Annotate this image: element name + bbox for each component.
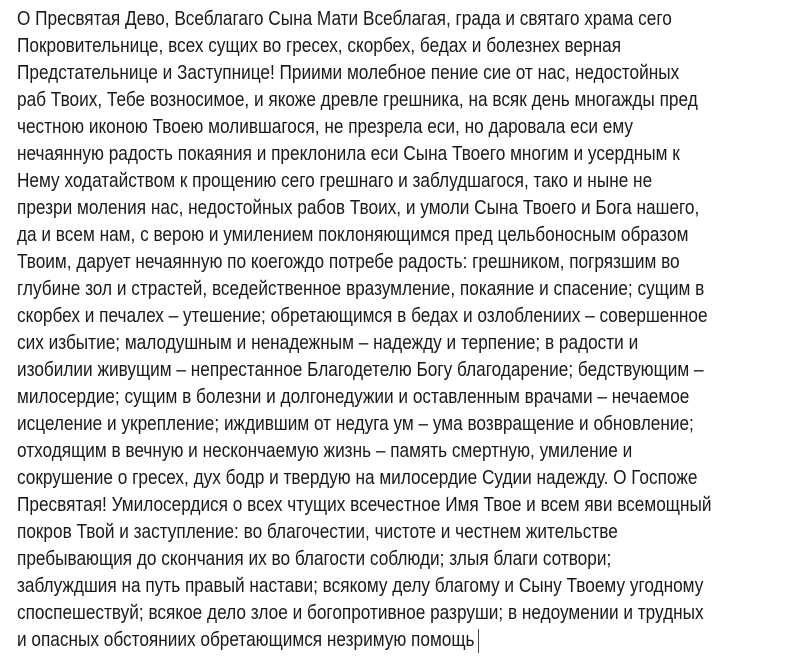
- text-line-content: заблуждшия на путь правый настави; всякому делу благому и Сыну Твоему угодному: [17, 574, 704, 597]
- text-line: [17, 248, 711, 275]
- text-line: [17, 464, 711, 491]
- text-line-content: Предстательнице и Заступнице! Приими молебное пение сие от нас, недостойных: [17, 61, 680, 84]
- text-line-content: презри моления нас, недостойных рабов Твоих, и умоли Сына Твоего и Бога нашего,: [17, 196, 700, 219]
- text-line-content: скорбех и печалех – утешение; обретающимся в бедах и озлоблениих – совершенное: [17, 304, 708, 327]
- text-line-content: покров Твой и заступление: во благочестии, чистоте и честнем жительстве: [17, 520, 618, 543]
- text-line: [17, 32, 711, 59]
- text-line: [17, 86, 711, 113]
- text-line: [17, 275, 711, 302]
- text-line-content: Пресвятая! Умилосердися о всех чтущих всечестное Имя Твое и всем яви всемощный: [17, 493, 712, 516]
- text-line-content: глубине зол и страстей, вседейственное вразумление, покаяние и спасение; сущим в: [17, 277, 705, 300]
- text-line: [17, 383, 711, 410]
- text-line: [17, 356, 711, 383]
- text-line-content: да и всем нам, с верою и умилением поклоняющимся пред цельбоносным образом: [17, 223, 689, 246]
- text-line-content: милосердие; сущим в болезни и долгонедужии и оставленным врачами – нечаемое: [17, 385, 690, 408]
- text-line-content: споспешествуй; всякое дело злое и богопротивное разруши; в недоумении и трудных: [17, 601, 704, 624]
- text-line: [17, 113, 711, 140]
- text-line: [17, 599, 711, 626]
- document-body[interactable]: [17, 5, 810, 653]
- text-line-content: сокрушение о гресех, дух бодр и твердую на милосердие Судии надежду. О Госпоже: [17, 466, 698, 489]
- text-line: [17, 140, 711, 167]
- text-line-content: честною иконою Твоею молившагося, не презрела еси, но даровала еси ему: [17, 115, 633, 138]
- text-line-content: Нему ходатайством к прощению сего грешнаго и заблудшагося, тако и ныне не: [17, 169, 653, 192]
- text-line: [17, 59, 711, 86]
- text-line-content: Твоим, дарует нечаянную по коегождо потребе радость: грешником, погрязшим во: [17, 250, 680, 273]
- text-line-content: О Пресвятая Дево, Всеблагаго Сына Мати Всеблагая, града и святаго храма сего: [17, 7, 672, 30]
- text-line-content: отходящим в вечную и нескончаемую жизнь – память смертную, умиление и: [17, 439, 633, 462]
- text-line-content: сих избытие; малодушным и ненадежным – надежду и терпение; в радости и: [17, 331, 639, 354]
- text-line: [17, 518, 711, 545]
- text-line: [17, 302, 711, 329]
- text-line-content: Покровительнице, всех сущих во гресех, скорбех, бедах и болезнех верная: [17, 34, 622, 57]
- text-line-content: нечаянную радость покаяния и преклонила еси Сына Твоего многим и усердным к: [17, 142, 680, 165]
- text-cursor: [478, 629, 479, 653]
- text-line: [17, 545, 711, 572]
- text-line: [17, 5, 711, 32]
- text-line-content: и опасных обстояниих обретающимся незримую помощь: [17, 628, 475, 651]
- text-line: [17, 194, 711, 221]
- text-line-content: исцеление и укрепление; иждившим от недуга ум – ума возвращение и обновление;: [17, 412, 694, 435]
- text-line-content: раб Твоих, Тебе возносимое, и якоже древле грешника, на всяк день многажды пред: [17, 88, 698, 111]
- text-line: [17, 491, 711, 518]
- text-line: [17, 221, 711, 248]
- text-line-content: изобилии живущим – непрестанное Благодетелю Богу благодарение; бедствующим –: [17, 358, 704, 381]
- text-line: [17, 572, 711, 599]
- text-line: [17, 167, 711, 194]
- text-line: [17, 329, 711, 356]
- text-line: [17, 410, 711, 437]
- text-line: [17, 437, 711, 464]
- text-line: [17, 626, 711, 653]
- text-line-content: пребывающия до скончания их во благости соблюди; злыя благи сотвори;: [17, 547, 612, 570]
